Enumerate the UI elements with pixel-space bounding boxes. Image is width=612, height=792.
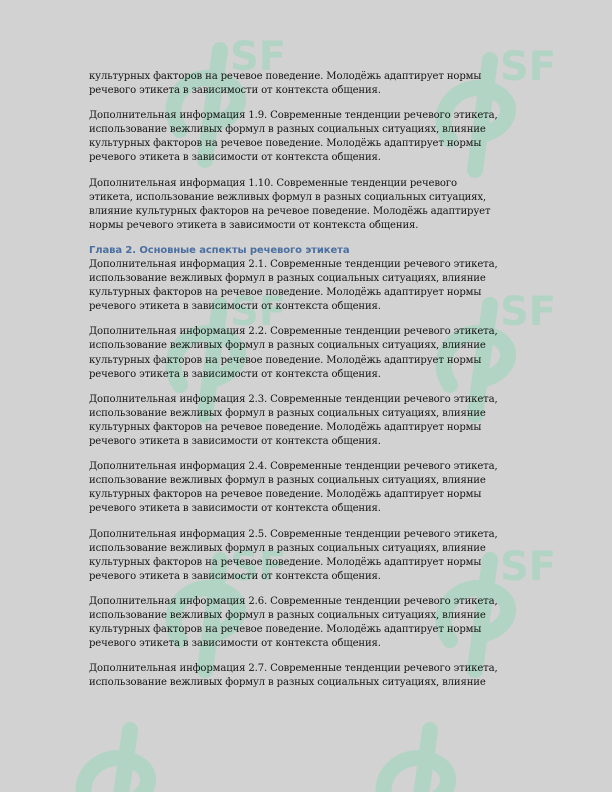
text-line: Дополнительная информация 2.4. Современные тенденции речевого этикета, xyxy=(89,461,498,473)
text-line: речевого этикета в зависимости от контекста общения. xyxy=(89,85,381,97)
text-line: использование вежливых формул в разных социальных ситуациях, влияние xyxy=(89,273,486,285)
paragraph xyxy=(89,460,529,516)
watermark-letters: SF xyxy=(500,44,557,90)
document-body xyxy=(89,70,529,702)
text-line: Дополнительная информация 2.6. Современные тенденции речевого этикета, xyxy=(89,595,498,607)
text-line: использование вежливых формул в разных социальных ситуациях, влияние xyxy=(89,542,486,554)
paragraph xyxy=(89,528,529,584)
text-line: использование вежливых формул в разных социальных ситуациях, влияние xyxy=(89,677,486,689)
text-line: влияние культурных факторов на речевое поведение. Молодёжь адаптирует xyxy=(89,205,491,217)
paragraph xyxy=(89,70,529,98)
text-line: речевого этикета в зависимости от контекста общения. xyxy=(89,301,381,313)
watermark-icon xyxy=(360,690,500,792)
text-line: культурных факторов на речевое поведение. Молодёжь адаптирует нормы xyxy=(89,138,482,150)
text-line: речевого этикета в зависимости от контекста общения. xyxy=(89,435,381,447)
text-line: Дополнительная информация 2.2. Современные тенденции речевого этикета, xyxy=(89,326,498,338)
text-line: Дополнительная информация 2.1. Современные тенденции речевого этикета, xyxy=(89,259,498,271)
text-line: использование вежливых формул в разных социальных ситуациях, влияние xyxy=(89,609,486,621)
paragraph xyxy=(89,177,529,233)
text-line: использование вежливых формул в разных социальных ситуациях, влияние xyxy=(89,340,486,352)
text-line: использование вежливых формул в разных социальных ситуациях, влияние xyxy=(89,124,486,136)
text-line: Дополнительная информация 2.7. Современные тенденции речевого этикета, xyxy=(89,663,498,675)
watermark-letters: SF xyxy=(230,34,287,80)
paragraph xyxy=(89,393,529,449)
watermark-letters: SF xyxy=(500,544,557,590)
text-line: Дополнительная информация 2.3. Современные тенденции речевого этикета, xyxy=(89,393,498,405)
paragraph xyxy=(89,325,529,381)
text-line: культурных факторов на речевое поведение. Молодёжь адаптирует нормы xyxy=(89,354,482,366)
text-line: использование вежливых формул в разных социальных ситуациях, влияние xyxy=(89,407,486,419)
text-line: речевого этикета в зависимости от контекста общения. xyxy=(89,503,381,515)
chapter-heading: Глава 2. Основные аспекты речевого этикета xyxy=(89,245,350,257)
text-line: Дополнительная информация 1.10. Современные тенденции речевого xyxy=(89,177,457,189)
text-line: речевого этикета в зависимости от контекста общения. xyxy=(89,638,381,650)
text-line: культурных факторов на речевое поведение. Молодёжь адаптирует нормы xyxy=(89,624,482,635)
text-line: культурных факторов на речевое поведение. Молодёжь адаптирует нормы xyxy=(89,489,482,501)
text-line: Дополнительная информация 2.5. Современные тенденции речевого этикета, xyxy=(89,528,498,540)
text-line: речевого этикета в зависимости от контекста общения. xyxy=(89,152,381,164)
paragraphs-before-heading xyxy=(89,70,529,233)
watermark-letters: SF xyxy=(230,289,287,335)
text-line: речевого этикета в зависимости от контекста общения. xyxy=(89,570,381,582)
paragraph xyxy=(89,109,529,165)
text-line: культурных факторов на речевое поведение. Молодёжь адаптирует нормы xyxy=(89,421,482,433)
paragraph xyxy=(89,662,529,690)
text-line: культурных факторов на речевое поведение. Молодёжь адаптирует нормы xyxy=(89,71,482,82)
watermark-letters: SF xyxy=(500,289,557,335)
paragraphs-after-heading xyxy=(89,258,529,690)
text-line: речевого этикета в зависимости от контекста общения. xyxy=(89,368,381,380)
text-line: этикета, использование вежливых формул в разных социальных ситуациях, xyxy=(89,191,486,203)
text-line: Дополнительная информация 1.9. Современные тенденции речевого этикета, xyxy=(89,110,498,122)
text-line: нормы речевого этикета в зависимости от контекста общения. xyxy=(89,219,419,231)
watermark-letters: SF xyxy=(230,544,287,590)
text-line: культурных факторов на речевое поведение. Молодёжь адаптирует нормы xyxy=(89,287,482,299)
text-line: культурных факторов на речевое поведение. Молодёжь адаптирует нормы xyxy=(89,556,482,568)
watermark-icon xyxy=(60,690,200,792)
text-line: использование вежливых формул в разных социальных ситуациях, влияние xyxy=(89,475,486,487)
paragraph xyxy=(89,595,529,651)
paragraph xyxy=(89,258,529,314)
